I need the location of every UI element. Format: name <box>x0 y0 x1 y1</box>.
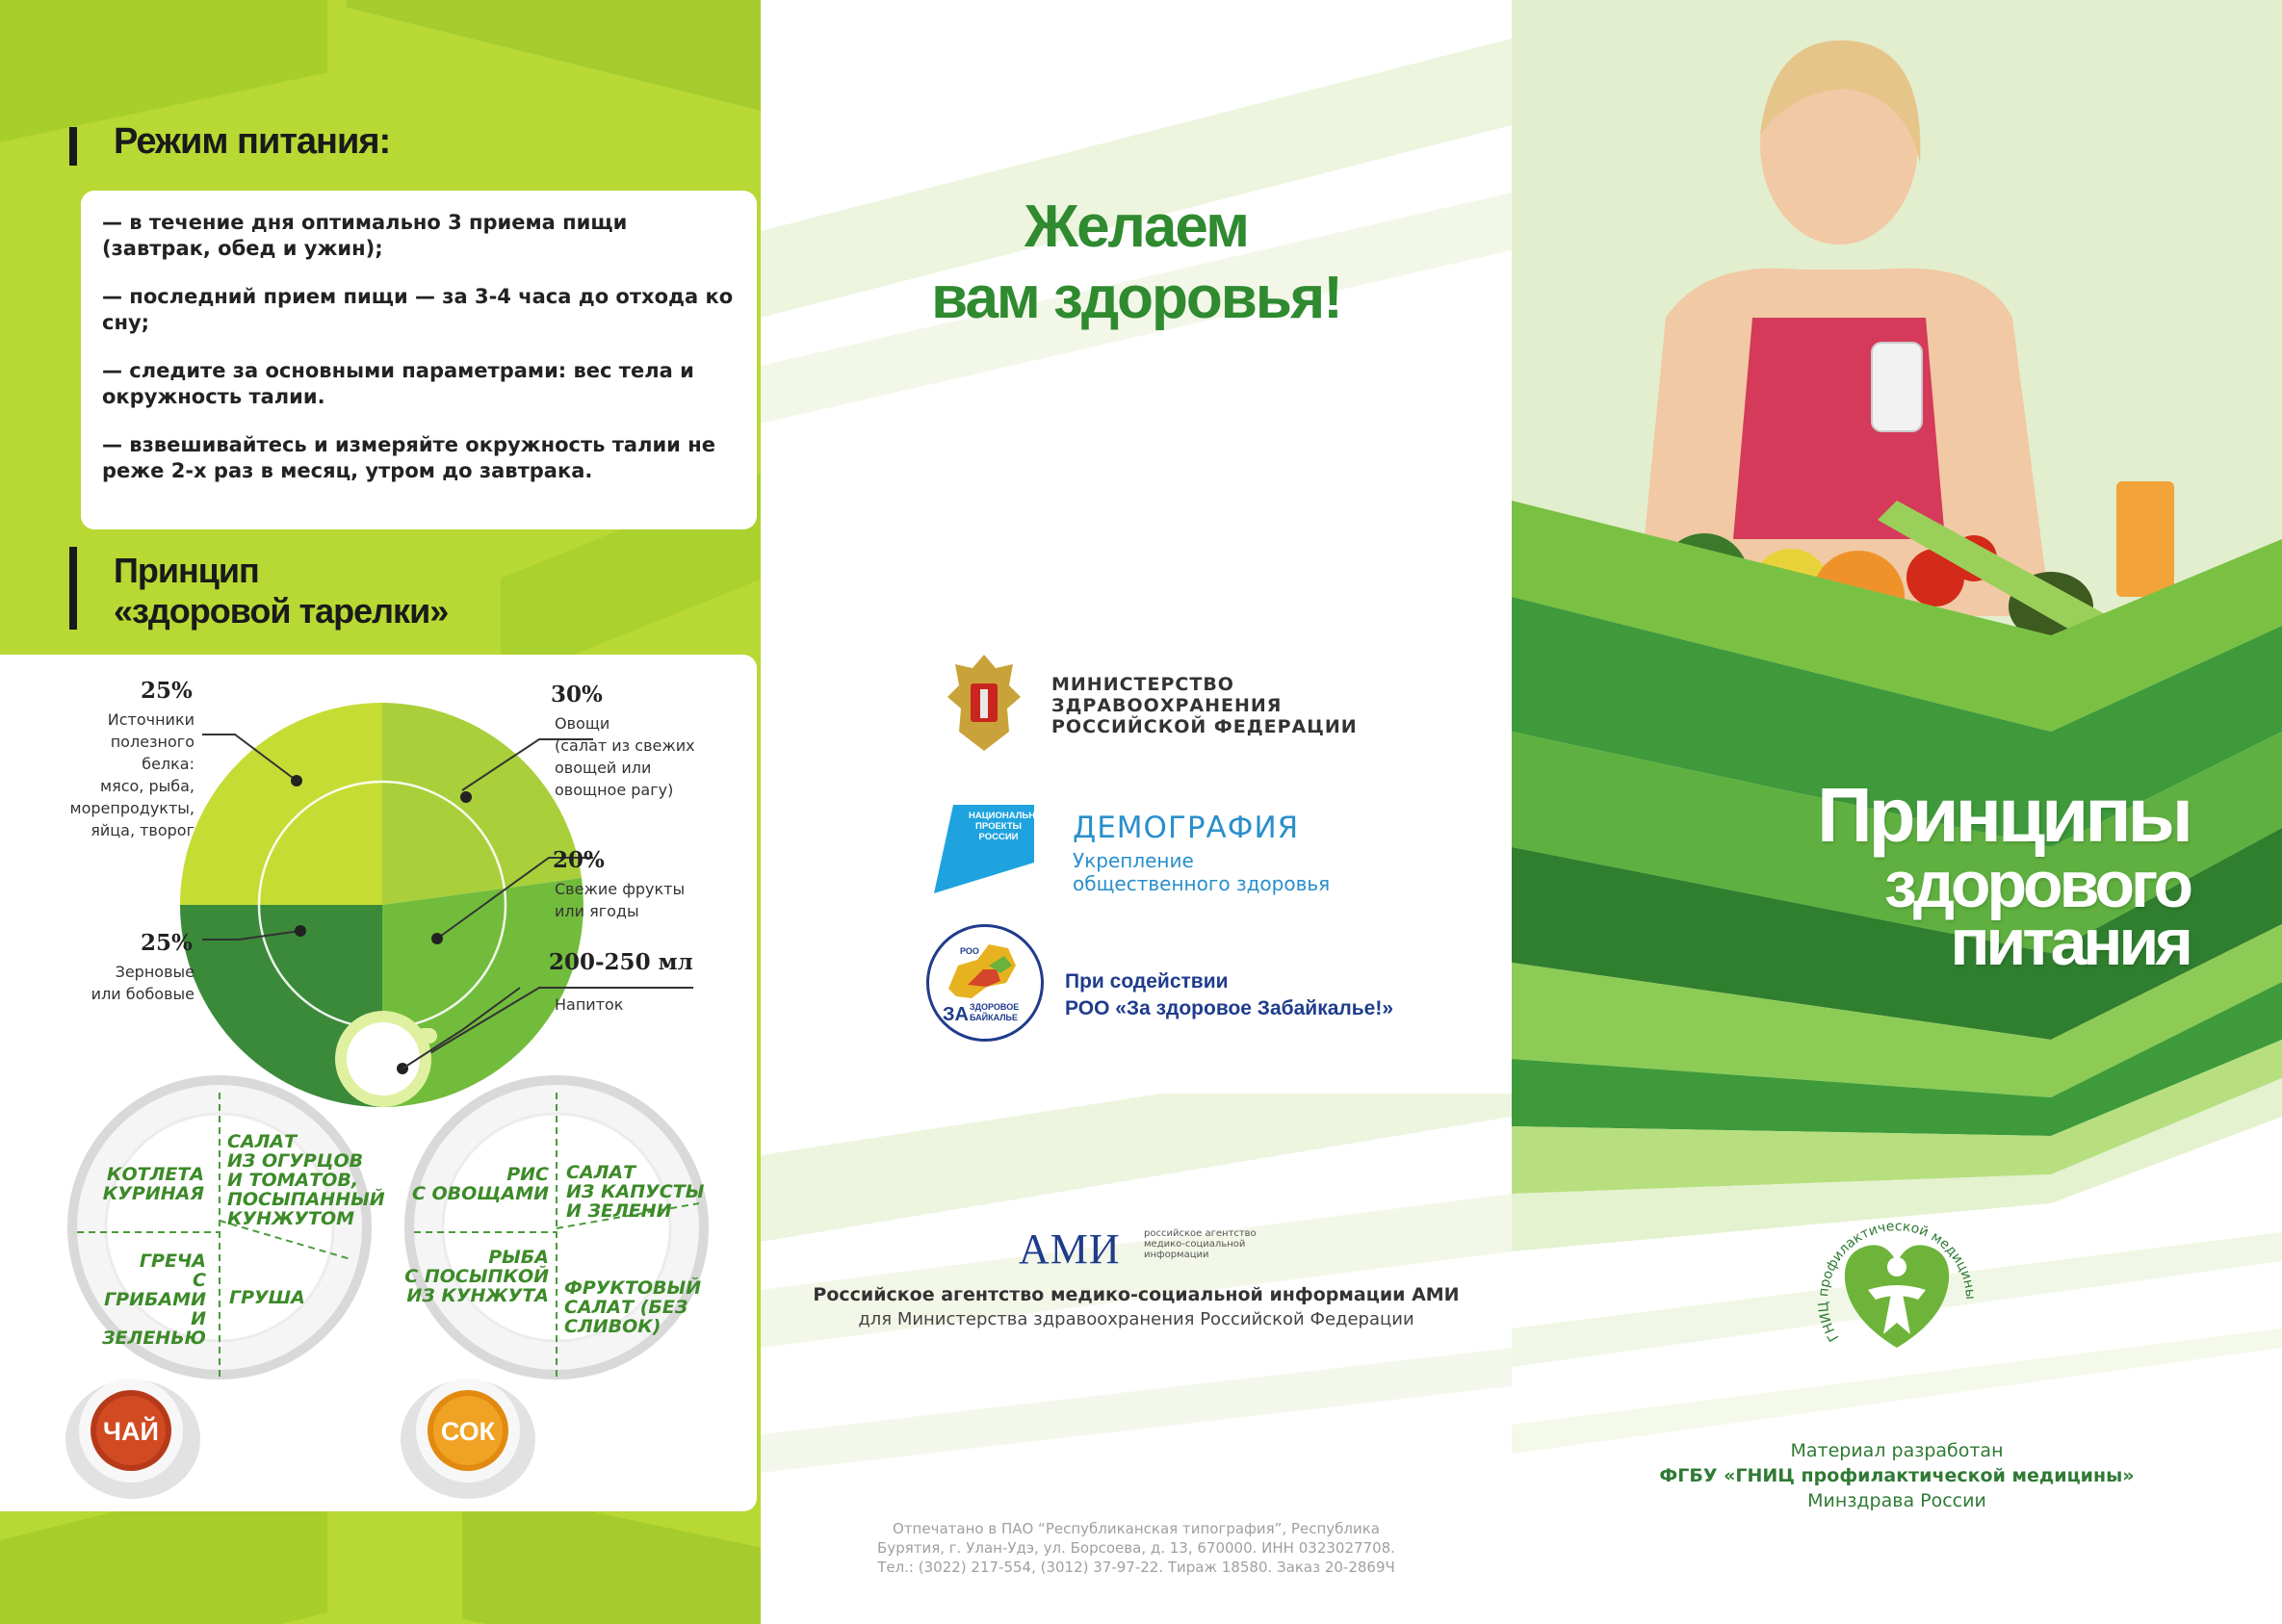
veg-pct: 30% <box>551 682 603 708</box>
plate-title-line1: Принцип <box>114 551 259 590</box>
left-panel <box>0 0 761 1624</box>
print-info-line: Тел.: (3022) 217-554, (3012) 37-97-22. Тираж 18580. Заказ 20-2869Ч <box>877 1559 1395 1576</box>
regime-card <box>81 191 757 529</box>
plate1-buckwheat <box>89 1251 206 1348</box>
plate2-rice <box>404 1165 549 1203</box>
plate-text-line: РИС <box>506 1164 549 1185</box>
minzdrav-emblem-icon <box>946 651 1023 757</box>
grain-desc-line: или бобовые <box>91 985 194 1003</box>
drink-desc: Напиток <box>555 995 624 1014</box>
roo-logo <box>926 924 1044 1042</box>
gnic-arc-label: ГНИЦ профилактической медицины <box>1815 1219 1979 1345</box>
dev-line-2: ФГБУ «ГНИЦ профилактической медицины» <box>1659 1465 2135 1486</box>
roo-badge-text <box>970 1002 1019 1023</box>
section-marker <box>69 127 77 166</box>
veg-desc-line: овощное рагу) <box>555 781 674 799</box>
regime-title: Режим питания: <box>114 121 391 162</box>
dev-line-1: Материал разработан <box>1790 1440 2004 1461</box>
minzdrav-line: МИНИСТЕРСТВО <box>1051 674 1234 695</box>
regime-item: — в течение дня оптимально 3 приема пищи (завтрак, обед и ужин); <box>102 211 628 260</box>
plate-text-line: КУРИНАЯ <box>102 1183 204 1204</box>
demography-title: ДЕМОГРАФИЯ <box>1073 811 1300 845</box>
protein-pct: 25% <box>141 678 193 704</box>
ami-line-1: Российское агентство медико-социальной информации АМИ <box>813 1284 1460 1305</box>
np-badge-line: РОССИИ <box>978 832 1019 842</box>
plate-text-line: САЛАТ <box>227 1131 298 1152</box>
wish-line-2: вам здоровья! <box>931 265 1341 331</box>
plate-text-line: ИЗ КАПУСТЫ <box>566 1181 705 1202</box>
plate-text-line: ИЗ КУНЖУТА <box>406 1285 549 1306</box>
right-panel <box>1512 0 2282 1624</box>
np-badge-text <box>969 811 1050 842</box>
plate-text-line: С ГРИБАМИ <box>104 1270 206 1310</box>
plate-text-line: И ЗЕЛЕНЬЮ <box>102 1308 206 1349</box>
plate-card <box>0 655 757 1511</box>
plate-text-line: КОТЛЕТА <box>106 1164 204 1185</box>
plate2-salad <box>566 1163 704 1221</box>
ami-small-line: информации <box>1144 1250 1209 1260</box>
protein-desc-line: Источники <box>107 710 194 729</box>
np-badge-line: ПРОЕКТЫ <box>975 821 1022 832</box>
plate-text-line: ГРЕЧА <box>139 1250 206 1272</box>
main-title-3: питания <box>1950 906 2190 979</box>
section-marker <box>69 547 77 630</box>
juice-label: СОК <box>440 1417 496 1446</box>
ami-logo: АМИ <box>1019 1225 1121 1273</box>
leader-dot <box>291 775 302 786</box>
decor-stripe <box>347 0 761 127</box>
fruit-desc <box>555 878 685 922</box>
plate-text-line: КУНЖУТОМ <box>227 1208 355 1229</box>
tea-label: ЧАЙ <box>103 1417 159 1446</box>
print-info <box>761 1519 1512 1577</box>
protein-desc-line: яйца, творог <box>91 821 194 839</box>
main-title-2: здорового <box>1884 848 2190 921</box>
plate-text-line: И ЗЕЛЕНИ <box>566 1200 672 1222</box>
leader-dot <box>460 791 472 803</box>
ami-line-2: для Министерства здравоохранения Российской Федерации <box>858 1309 1414 1329</box>
np-badge-line: НАЦИОНАЛЬНЫЕ <box>969 811 1050 821</box>
protein-desc-line: мясо, рыба, <box>100 777 194 795</box>
plate-text-line: САЛАТ (БЕЗ <box>564 1297 688 1318</box>
roo-badge-top: РОО <box>960 946 979 956</box>
grain-desc-line: Зерновые <box>115 963 194 981</box>
roo-badge-line: ЗДОРОВОЕ <box>970 1002 1020 1012</box>
developer-info <box>1512 1438 2282 1513</box>
pie-slice-protein <box>180 703 382 905</box>
plate-text-line: ИЗ ОГУРЦОВ <box>227 1150 364 1172</box>
plate2-fruit-salad <box>564 1278 701 1336</box>
plate-text-line: ПОСЫПАННЫЙ <box>227 1189 385 1210</box>
fruit-desc-line: или ягоды <box>555 902 639 920</box>
minzdrav-line: РОССИЙСКОЙ ФЕДЕРАЦИИ <box>1051 716 1358 737</box>
plate-text-line: ФРУКТОВЫЙ <box>564 1277 702 1299</box>
leader-dot <box>295 925 306 937</box>
ami-small-line: российское агентство <box>1144 1228 1257 1239</box>
veg-desc <box>555 712 695 801</box>
roo-badge-line: БАЙКАЛЬЕ <box>970 1013 1018 1022</box>
veg-desc-line: (салат из свежих <box>555 736 695 755</box>
plate1-salad <box>227 1132 385 1228</box>
protein-desc <box>58 709 194 841</box>
middle-panel <box>761 0 1512 1624</box>
plate2-fish <box>404 1248 549 1305</box>
wish-line-1: Желаем <box>1024 193 1248 260</box>
veg-desc-line: овощей или <box>555 759 652 777</box>
plate1-pear <box>229 1288 305 1307</box>
main-title-1: Принципы <box>1817 772 2190 858</box>
plate-text-line: И ТОМАТОВ, <box>227 1170 359 1191</box>
demography-sub-line: Укрепление <box>1073 849 1194 872</box>
gnic-logo <box>1810 1203 1984 1377</box>
ami-small-line: медико-социальной <box>1144 1239 1246 1250</box>
veg-desc-line: Овощи <box>555 714 610 733</box>
roo-text-line: При содействии <box>1065 970 1229 992</box>
plate-title-line2: «здоровой тарелки» <box>114 591 449 631</box>
regime-item: — последний прием пищи — за 3-4 часа до отхода ко сну; <box>102 285 734 334</box>
roo-text-line: РОО «За здоровое Забайкалье!» <box>1065 997 1393 1019</box>
demography-sub <box>1073 849 1330 895</box>
protein-desc-line: морепродукты, <box>69 799 194 817</box>
minzdrav-name <box>1051 674 1358 737</box>
plate-text-line: РЫБА <box>488 1247 549 1268</box>
plate-text-line: ГРУША <box>229 1287 305 1308</box>
print-info-line: Отпечатано в ПАО “Республиканская типография”, Республика <box>893 1520 1380 1537</box>
fruit-pct: 20% <box>553 847 605 873</box>
plate-text-line: СЛИВОК) <box>564 1316 661 1337</box>
plate-text-line: С ПОСЫПКОЙ <box>404 1266 549 1287</box>
print-info-line: Бурятия, г. Улан-Удэ, ул. Борсоева, д. 13, 670000. ИНН 0323027708. <box>877 1539 1395 1557</box>
pie-slice-veg <box>382 703 582 905</box>
leader-dot <box>431 933 443 944</box>
drink-amount: 200-250 мл <box>549 949 693 975</box>
minzdrav-line: ЗДРАВООХРАНЕНИЯ <box>1051 695 1283 716</box>
roo-text <box>1065 968 1393 1022</box>
plate1-cutlet <box>89 1165 204 1203</box>
ami-logo-small <box>1144 1228 1257 1260</box>
protein-desc-line: полезного белка: <box>110 733 194 773</box>
grain-pct: 25% <box>141 930 193 956</box>
plate-text-line: С ОВОЩАМИ <box>411 1183 549 1204</box>
dev-line-3: Минздрава России <box>1807 1490 1986 1511</box>
plate-text-line: САЛАТ <box>566 1162 636 1183</box>
national-projects-logo <box>934 805 1050 893</box>
regime-item: — взвешивайтесь и измеряйте окружность талии не реже 2-х раз в месяц, утром до завтрака. <box>102 433 715 482</box>
fruit-desc-line: Свежие фрукты <box>555 880 686 898</box>
demography-sub-line: общественного здоровья <box>1073 872 1331 895</box>
regime-item: — следите за основными параметрами: вес тела и окружность талии. <box>102 359 694 408</box>
grain-desc <box>58 961 194 1005</box>
roo-badge-za: ЗА <box>943 1004 969 1025</box>
